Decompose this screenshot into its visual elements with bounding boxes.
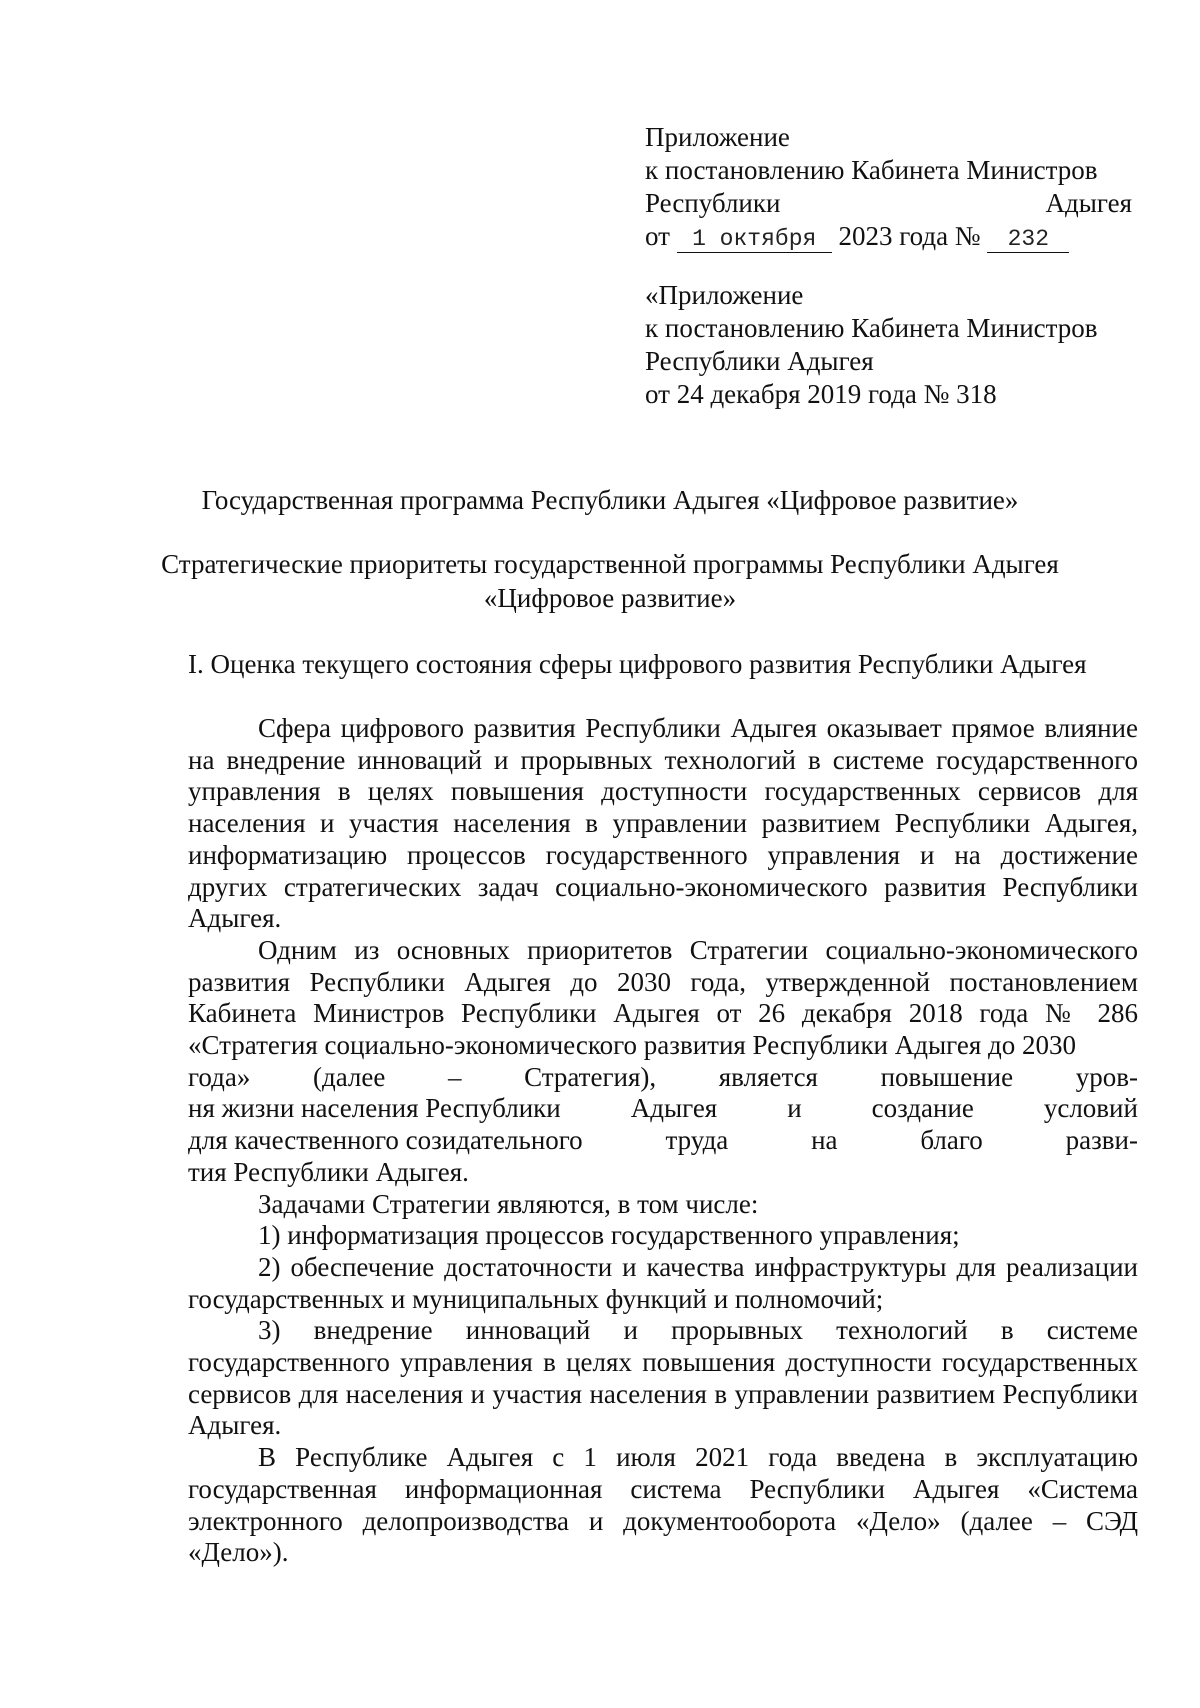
handwritten-number-field: 232 — [987, 226, 1069, 253]
appendix-republic-word: Республики — [645, 188, 781, 218]
priorities-title-line1: Стратегические приоритеты государственной программы Республики Адыгея — [161, 549, 1059, 579]
appendix-date-line — [645, 220, 1135, 253]
word: (далее — [312, 1061, 386, 1092]
appendix-adygea-word: Адыгея — [1045, 188, 1132, 218]
paragraph-2-row-3 — [188, 1125, 1138, 1157]
appendix-year-number-label: 2023 года № — [838, 221, 981, 251]
quoted-appendix-resolution-line: к постановлению Кабинета Министров — [645, 313, 1098, 343]
appendix-date-prefix: от — [645, 221, 670, 251]
paragraph-2-row-1 — [188, 1062, 1138, 1094]
handwritten-date-field: 1 октября — [677, 226, 832, 253]
appendix-resolution-line: к постановлению Кабинета Министров — [645, 155, 1098, 185]
word: для качественного созидательного — [188, 1125, 583, 1156]
paragraph-4: В Республике Адыгея с 1 июля 2021 года введена в эксплуатацию государственная информационная система Республики Адыгея «Система электронного делопроизводства и документооборота «Дело» (далее – СЭД «Дело»). — [188, 1442, 1138, 1568]
paragraph-2-row-2 — [188, 1093, 1138, 1125]
section-heading: I. Оценка текущего состояния сферы цифрового развития Республики Адыгея — [188, 649, 1087, 679]
paragraph-1: Сфера цифрового развития Республики Адыгея оказывает прямое влияние на внедрение инноваций и прорывных технологий в системе государственного управления в целях повышения доступности государственных сервисов для населения и участия населения в управлении развитием Республики Адыгея, информатизацию процессов государственного управления и на достижение других стратегических задач социально-экономического развития Республики Адыгея. — [188, 713, 1138, 934]
word: благо — [920, 1125, 983, 1156]
quoted-appendix-title: «Приложение — [645, 280, 804, 310]
appendix-republic-line — [645, 187, 1132, 220]
word: ня жизни населения Республики — [188, 1093, 561, 1124]
word: на — [811, 1125, 838, 1156]
word: уров- — [1075, 1061, 1138, 1092]
word: разви- — [1065, 1125, 1138, 1156]
priorities-title-line2: «Цифровое развитие» — [483, 583, 737, 613]
quoted-appendix-date-line: от 24 декабря 2019 года № 318 — [645, 379, 997, 409]
list-item-3: 3) внедрение инноваций и прорывных технологий в системе государственного управления в целях повышения доступности государственных сервисов для населения и участия населения в управлении развитием Республики Адыгея. — [188, 1315, 1138, 1441]
quoted-appendix-republic-line: Республики Адыгея — [645, 346, 874, 376]
quoted-appendix — [645, 279, 1135, 411]
word: труда — [665, 1125, 729, 1156]
paragraph-3: Задачами Стратегии являются, в том числе: — [258, 1188, 759, 1219]
paragraph-2-part1: Одним из основных приоритетов Стратегии социально-экономического развития Республики Адыгея до 2030 года, утвержденной постановлением Кабинета Министров Республики Адыгея от 26 декабря 2018 года № 286 «Стратегия социально-экономического развития Республики Адыгея до 2030 — [188, 934, 1138, 1061]
body-text — [188, 713, 1138, 1569]
word: создание — [871, 1093, 974, 1124]
word: условий — [1043, 1093, 1138, 1124]
word: года» — [188, 1061, 251, 1092]
paragraph-2-last-line: тия Республики Адыгея. — [188, 1156, 469, 1187]
word: повышение — [880, 1061, 1014, 1092]
list-item-1: 1) информатизация процессов государственного управления; — [258, 1220, 960, 1251]
list-item-2: 2) обеспечение достаточности и качества инфраструктуры для реализации государственных и муниципальных функций и полномочий; — [188, 1251, 1138, 1314]
paragraph-2 — [188, 935, 1138, 1062]
appendix-title: Приложение — [645, 122, 790, 152]
word: – — [447, 1061, 462, 1092]
word: является — [718, 1061, 818, 1092]
program-title: Государственная программа Республики Адыгея «Цифровое развитие» — [201, 485, 1019, 515]
appendix-header — [645, 121, 1135, 253]
word: Адыгея — [630, 1093, 718, 1124]
word: и — [787, 1093, 802, 1124]
priorities-title — [100, 547, 1120, 615]
word: Стратегия), — [524, 1061, 657, 1092]
